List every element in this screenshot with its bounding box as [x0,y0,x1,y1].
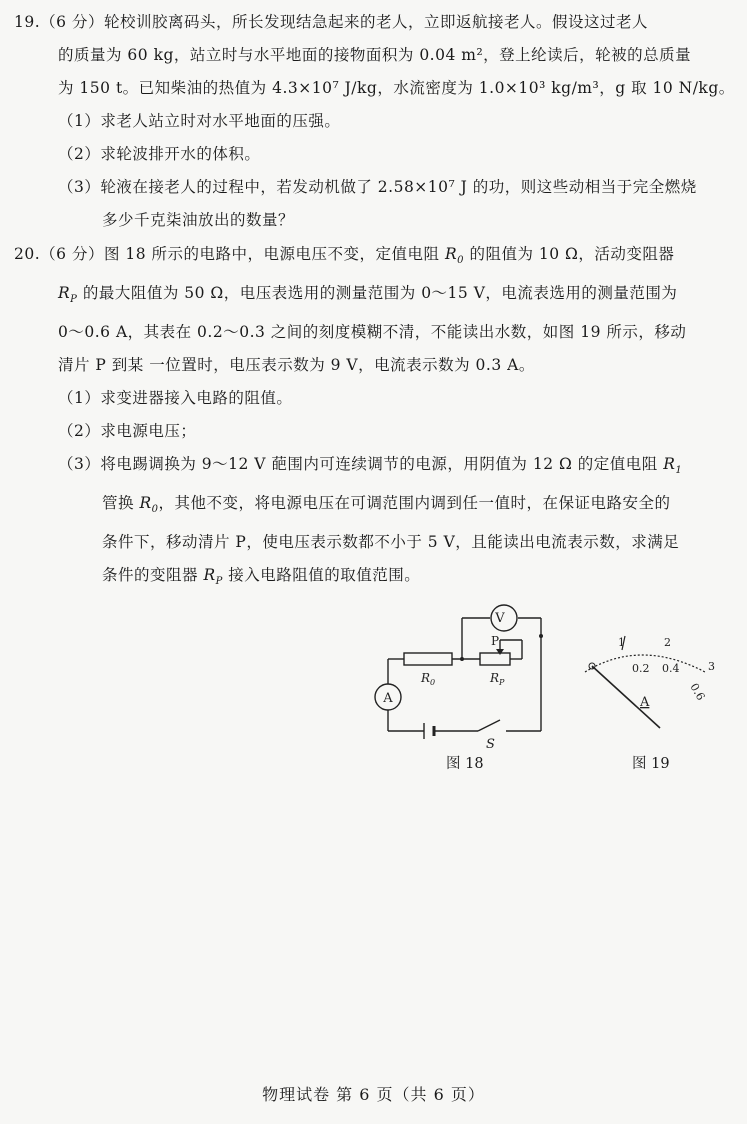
ammeter-dial-fig19 [585,636,708,728]
q20-line-1 [14,238,736,277]
q19-text-1: 轮校训胶离码头，所长发现结急起来的老人，立即返航接老人。假设这过老人 [103,13,648,31]
q19-part-1: （1）求老人站立时对水平地面的压强。 [58,112,341,130]
q20-line-3: 0～0.6 A，其表在 0.2～0.3 之间的刻度模糊不清，不能读出水数，如图 19 所示，移动 [58,323,687,342]
q19-part-3-cont: 多少千克柒油放出的数量？ [102,211,295,229]
figures [0,600,747,780]
switch-label: S [486,737,495,752]
q20-part-1: （1）求变进器接入电路的阻值。 [58,389,293,408]
ammeter-label: A [383,691,393,706]
scale-label-0.4: 0.4 [662,662,680,675]
q20-line-4: 清片 P 到某 一位置时，电压表示数为 9 V，电流表示数为 0.3 A。 [58,356,535,375]
q20-line-2 [14,277,736,316]
q20-part-3 [14,448,736,487]
slider-arrow-icon [496,649,504,655]
var-rp: $R_P$ [58,284,78,306]
q20-text-1b: 的阻值为 10 Ω，活动变阻器 [464,245,675,263]
q20-text-2b: 的最大阻值为 50 Ω，电压表选用的测量范围为 0～15 V，电流表选用的测量范围为 [77,284,678,303]
voltmeter-label: V [495,611,505,626]
q19-line-3: 为 150 t。已知柴油的热值为 4.3×10⁷ J/kg，水流密度为 1.0×10³ kg/m³，g 取 10 N/kg。 [58,79,735,97]
q19-part-3: （3）轮液在接老人的过程中，若发动机做了 2.58×10⁷ J 的功，则这些动相当于完全燃烧 [58,178,697,196]
q20-part-3-line-4 [14,559,736,598]
var-r0: $R_0$ [444,245,465,267]
top-label-1: 1 [618,636,625,649]
question-19 [14,6,736,237]
q19-line-1 [14,6,736,39]
fig19-caption: 图 19 [632,756,670,772]
rp-label: $R_P$ [490,671,505,687]
q20-part-3d-a: 条件的变阻器 [102,566,204,585]
dial-unit-label: A [640,695,650,710]
q20-score: （6 分） [40,245,104,263]
var-r0-2: $R_0$ [139,494,159,516]
q20-text-1a: 图 18 所示的电路中，电源电压不变，定值电阻 [103,245,445,263]
q20-part-2: （2）求电源电压； [58,422,197,441]
q20-number: 20. [14,245,41,263]
r0-label: $R_0$ [421,671,436,687]
top-label-3: 3 [708,660,715,673]
q20-part-3-line-2 [14,487,736,526]
page-footer: 物理试卷 第 6 页（共 6 页） [262,1085,485,1104]
q20-part-3b-b: ，其他不变，将电源电压在可调范围内调到任一值时，在保证电路安全的 [158,494,671,513]
q19-part-2: （2）求轮波排开水的体积。 [58,145,261,163]
q19-score: （6 分） [40,13,104,31]
slider-label: P [491,634,500,648]
resistor-r0 [404,653,452,665]
q20-part-3b-a: 管换 [102,494,140,513]
top-label-2: 2 [664,636,671,649]
question-20 [14,238,736,598]
q19-number: 19. [14,13,41,31]
var-rp-2: $R_P$ [203,566,223,588]
q20-part-3a: （3）将电踢调换为 9～12 V 葩围内可连续调节的电源，用阴值为 12 Ω 的定值电阻 [58,455,664,474]
scale-label-0.2: 0.2 [632,662,650,675]
var-r1: $R_1$ [663,455,683,477]
fig18-caption: 图 18 [446,756,484,772]
scale-label-0.6: 0.6 [687,681,708,703]
q20-part-3-line-3: 条件下，移动清片 P，使电压表示数都不小于 5 V，且能读出电流表示数，求满足 [102,533,680,552]
rheostat-rp [480,653,510,665]
q20-part-3d-b: 接入电路阻值的取值范围。 [222,566,421,585]
q19-line-2: 的质量为 60 kg，站立时与水平地面的接物面积为 0.04 m²，登上纶读后，轮被的总质量 [58,46,692,64]
